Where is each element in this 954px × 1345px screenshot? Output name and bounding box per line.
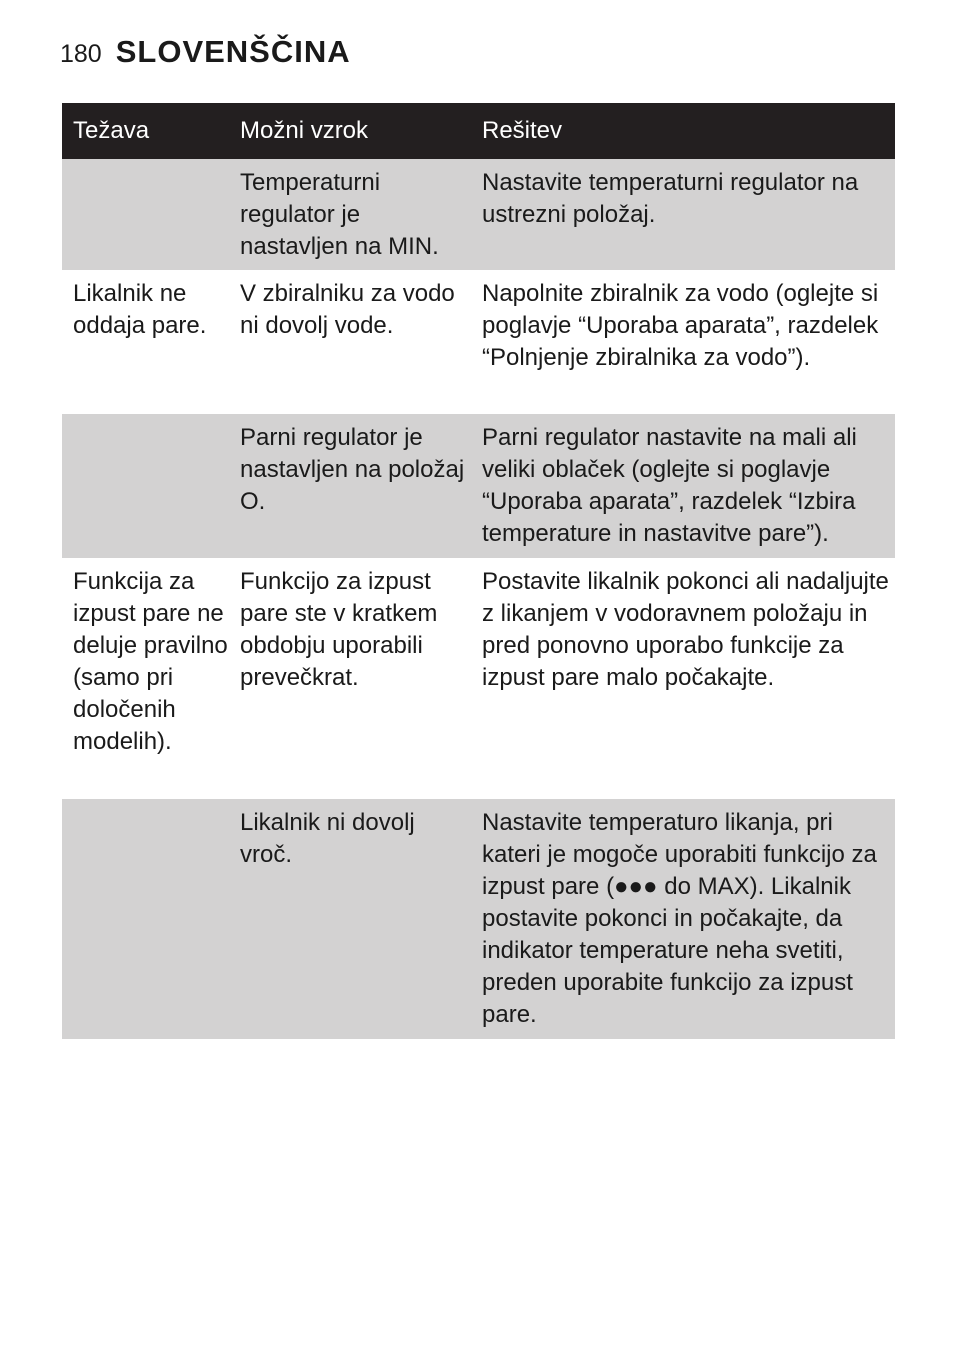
table-header-row <box>62 103 895 159</box>
cause-cell: Funkcijo za izpust pare ste v kratkem obdobju uporabili prevečkrat. <box>240 568 438 691</box>
column-header-problem: Težava <box>73 117 150 144</box>
problem-cell: Likalnik ne oddaja pare. <box>73 280 207 339</box>
column-header-solution: Rešitev <box>482 117 563 144</box>
page-number: 180 <box>60 40 102 68</box>
page-header <box>60 34 351 70</box>
table-row <box>62 270 895 414</box>
cause-cell: Likalnik ni dovolj vroč. <box>240 809 415 868</box>
problem-cell: Funkcija za izpust pare ne deluje pravilno (samo pri določenih modelih). <box>73 568 228 755</box>
table-row <box>62 558 895 799</box>
column-header-cause: Možni vzrok <box>240 117 369 144</box>
cause-cell: Temperaturni regulator je nastavljen na MIN. <box>240 169 439 260</box>
troubleshooting-table <box>62 103 895 1039</box>
section-title: SLOVENŠČINA <box>115 34 351 69</box>
problem-cell <box>62 799 229 1039</box>
table-row <box>62 159 895 270</box>
solution-cell: Nastavite temperaturni regulator na ustrezni položaj. <box>482 169 859 228</box>
solution-cell: Nastavite temperaturo likanja, pri kateri je mogoče uporabiti funkcijo za izpust pare (●●● do MAX). Likalnik postavite pokonci in počakajte, da indikator temperature neha svetiti, preden uporabite funkcijo za izpust pare. <box>482 809 877 1028</box>
cause-cell: V zbiralniku za vodo ni dovolj vode. <box>240 280 455 339</box>
solution-cell: Parni regulator nastavite na mali ali veliki oblaček (oglejte si poglavje “Uporaba aparata”, razdelek “Izbira temperature in nastavitve pare”). <box>482 424 857 547</box>
table-row <box>62 799 895 1039</box>
problem-cell <box>62 159 229 270</box>
problem-cell <box>62 414 229 558</box>
solution-cell: Postavite likalnik pokonci ali nadaljujte z likanjem v vodoravnem položaju in pred ponovno uporabo funkcije za izpust pare malo počakajte. <box>482 568 889 691</box>
table-row <box>62 414 895 558</box>
solution-cell: Napolnite zbiralnik za vodo (oglejte si poglavje “Uporaba aparata”, razdelek “Polnjenje zbiralnika za vodo”). <box>482 280 879 371</box>
cause-cell: Parni regulator je nastavljen na položaj O. <box>240 424 465 515</box>
